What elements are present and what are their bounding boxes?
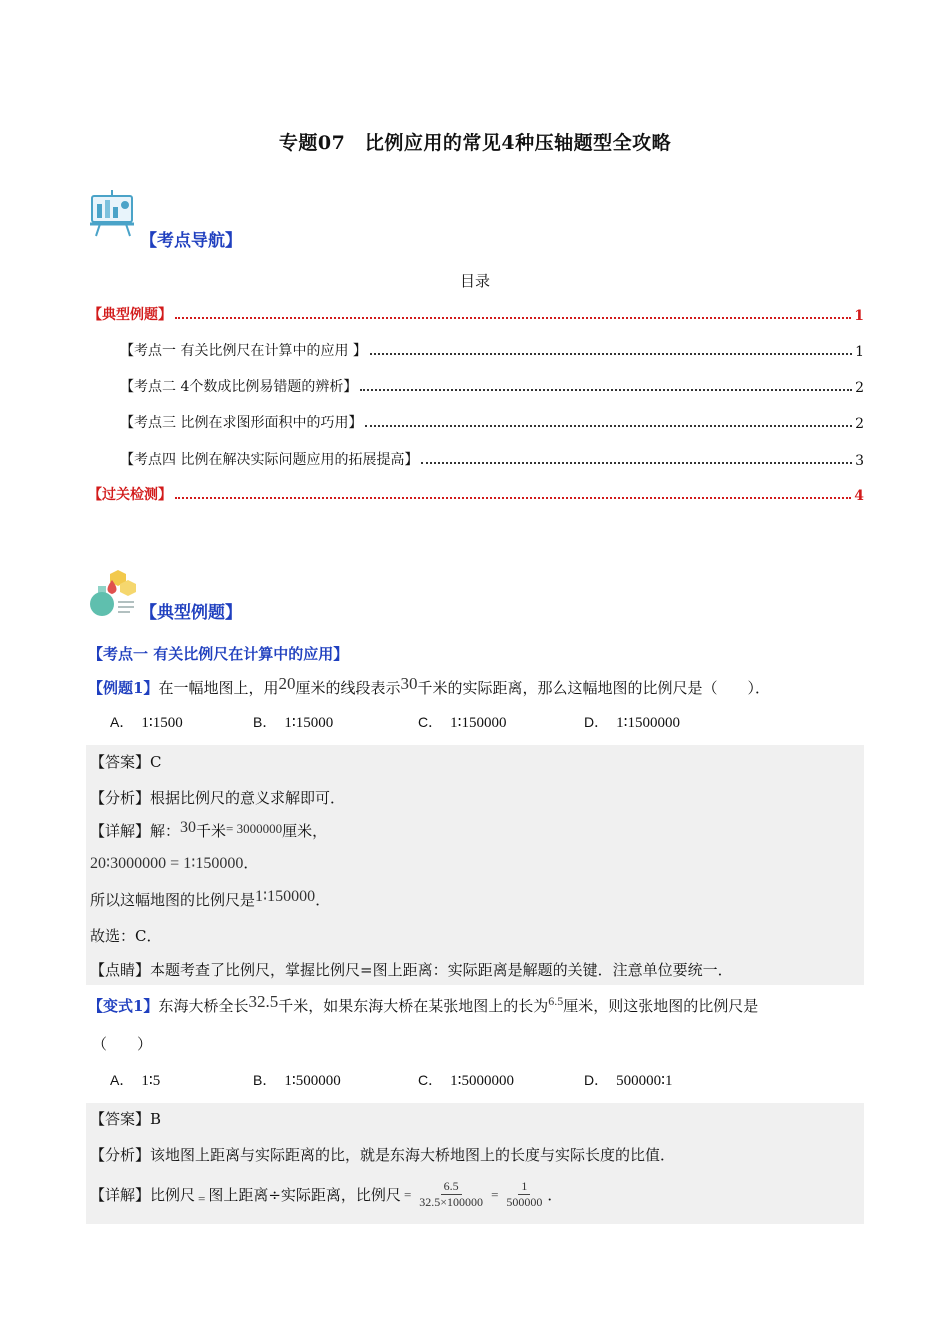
fraction-numerator: 6.5	[441, 1179, 462, 1195]
toc-page-number: 3	[855, 453, 864, 469]
presentation-board-icon	[88, 188, 138, 238]
detail-text: 【详解】比例尺	[90, 1186, 196, 1204]
toc-page-number: 1	[855, 344, 864, 360]
toc-entry-label: 【考点三 比例在求图形面积中的巧用】	[120, 415, 363, 431]
option-value: 1∶1500000	[616, 715, 681, 731]
option-b[interactable]	[253, 712, 333, 732]
number: 30	[400, 674, 418, 693]
answer-block	[86, 1103, 864, 1224]
toc-leader	[370, 353, 852, 355]
nav-heading: 【考点导航】	[140, 231, 242, 251]
toc-leader	[365, 425, 852, 427]
answer-line: 【答案】B	[90, 1110, 162, 1128]
equation: 20∶3000000 = 1∶150000	[90, 855, 244, 872]
option-letter: D．	[584, 1072, 609, 1088]
toc-page-number: 1	[854, 308, 864, 324]
detail-text: ．	[315, 891, 331, 909]
detail-text: 【详解】解：	[90, 822, 181, 840]
comment-line: 【点睛】本题考查了比例尺，掌握比例尺=图上距离：实际距离是解题的关键．注意单位要统一．	[90, 961, 733, 979]
question-text: 厘米的线段表示	[295, 679, 401, 697]
toc-page-number: 2	[855, 380, 864, 396]
option-value: 1∶1500	[141, 715, 183, 731]
detail-line	[90, 852, 258, 873]
detail-line	[90, 820, 327, 841]
analysis-line: 【分析】根据比例尺的意义求解即可．	[90, 789, 346, 807]
toc-entry[interactable]	[120, 376, 864, 396]
option-value: 1∶500000	[284, 1073, 341, 1089]
option-letter: D．	[584, 714, 609, 730]
toc-entry-label: 【考点一 有关比例尺在计算中的应用 】	[120, 343, 367, 359]
option-letter: C．	[418, 1072, 443, 1088]
question-text: 千米，如果东海大桥在某张地图上的长为	[278, 997, 549, 1015]
number: 20	[278, 674, 296, 693]
example-1-question	[88, 674, 770, 699]
toc-entry[interactable]	[120, 340, 864, 360]
detail-text: 所以这幅地图的比例尺是	[90, 891, 256, 909]
section-heading: 【典型例题】	[140, 603, 242, 623]
question-paren: （ ）	[92, 1035, 153, 1053]
option-d[interactable]	[584, 1070, 673, 1090]
detail-line	[90, 889, 330, 910]
toc-entry[interactable]	[88, 484, 864, 504]
option-a[interactable]	[110, 712, 183, 732]
toc-entry[interactable]	[120, 449, 864, 469]
detail-text: 千米	[196, 822, 227, 840]
toc-leader	[175, 317, 851, 319]
option-letter: A．	[110, 1072, 134, 1088]
number: 6.5	[548, 994, 564, 1008]
question-text: 厘米，则这张地图的比例尺是	[563, 997, 759, 1015]
fraction-denominator: 500000	[506, 1195, 543, 1209]
toc-leader	[175, 497, 851, 499]
option-value: 1∶150000	[450, 715, 507, 731]
option-c[interactable]	[418, 1070, 514, 1090]
toc-title: 目录	[459, 272, 490, 290]
option-value: 1∶5000000	[450, 1073, 515, 1089]
option-value: 1∶5	[141, 1073, 161, 1089]
number: 32.5	[248, 992, 279, 1011]
page-title: 专题07 比例应用的常见4种压轴题型全攻略	[278, 132, 672, 154]
option-letter: C．	[418, 714, 443, 730]
toc-entry-label: 【过关检测】	[88, 487, 172, 503]
detail-text: 厘米，	[282, 822, 328, 840]
toc-page-number: 2	[855, 416, 864, 432]
option-letter: B．	[253, 714, 277, 730]
answer-block	[86, 745, 864, 985]
detail-text: ．	[243, 854, 259, 872]
fraction-numerator: 1	[518, 1179, 530, 1195]
equals-sign: =	[491, 1186, 499, 1202]
example-tag: 【例题1】	[88, 679, 159, 697]
option-letter: B．	[253, 1072, 277, 1088]
option-d[interactable]	[584, 712, 680, 732]
fraction	[503, 1179, 545, 1210]
detail-text: ．	[547, 1186, 563, 1204]
equals-sign: =	[198, 1190, 206, 1206]
toc-page-number: 4	[854, 488, 864, 504]
analysis-line: 【分析】该地图上距离与实际距离的比，就是东海大桥地图上的长度与实际长度的比值．	[90, 1146, 676, 1164]
detail-text: 图上距离÷实际距离，比例尺	[208, 1186, 401, 1204]
variant-1-question	[88, 992, 759, 1018]
toc-entry-label: 【考点二 4个数成比例易错题的辨析】	[120, 379, 358, 395]
flask-icon	[88, 568, 138, 618]
fraction	[416, 1179, 486, 1210]
toc-entry-label: 【考点四 比例在解决实际问题应用的拓展提高】	[120, 452, 419, 468]
toc-leader	[360, 389, 852, 391]
toc-entry-label: 【典型例题】	[88, 307, 172, 323]
equation: = 3000000	[226, 821, 283, 836]
option-value: 1∶15000	[284, 715, 334, 731]
toc-entry[interactable]	[120, 412, 864, 432]
question-text: 在一幅地图上，用	[158, 679, 279, 697]
detail-line	[90, 1179, 562, 1210]
option-c[interactable]	[418, 712, 507, 732]
option-b[interactable]	[253, 1070, 341, 1090]
question-text: 千米的实际距离，那么这幅地图的比例尺是（ ）．	[417, 679, 770, 697]
fraction-denominator: 32.5×100000	[419, 1195, 484, 1209]
toc-entry[interactable]	[88, 304, 864, 324]
option-a[interactable]	[110, 1070, 160, 1090]
equation: 1∶150000	[255, 888, 316, 905]
equals-sign: =	[403, 1186, 412, 1202]
answer-line: 【答案】C	[90, 753, 162, 771]
question-text: 东海大桥全长	[158, 997, 249, 1015]
toc-leader	[421, 462, 852, 464]
option-value: 500000∶1	[616, 1073, 673, 1089]
number: 30	[180, 819, 197, 836]
option-letter: A．	[110, 714, 134, 730]
variant-tag: 【变式1】	[88, 997, 159, 1015]
choice-line: 故选：C．	[90, 927, 162, 945]
kp1-heading: 【考点一 有关比例尺在计算中的应用】	[88, 645, 349, 663]
